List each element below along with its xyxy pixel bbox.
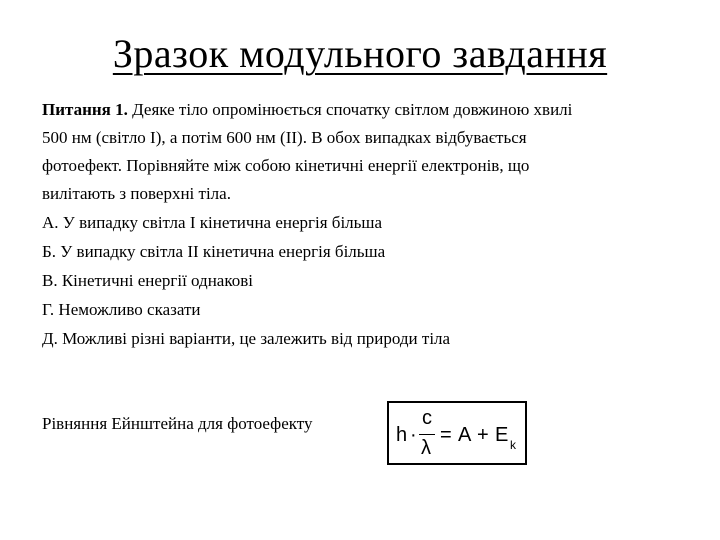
formula-fraction-bar <box>419 434 435 435</box>
question-line-2: 500 нм (світло І), а потім 600 нм (ІІ). В обох випадках відбувається <box>42 128 527 147</box>
question-block <box>42 96 682 208</box>
question-line-1 <box>42 96 682 124</box>
formula-a: A <box>458 424 472 446</box>
formula-numerator: c <box>422 407 432 429</box>
formula-denominator: λ <box>421 437 431 459</box>
formula-dot: · <box>410 424 417 446</box>
equation-label: Рівняння Ейнштейна для фотоефекту <box>42 414 313 433</box>
einstein-formula <box>387 401 527 465</box>
formula-subscript: k <box>510 438 516 452</box>
question-label: Питання 1. <box>42 100 128 119</box>
formula-plus: + <box>477 424 489 446</box>
formula-e: E <box>495 424 509 446</box>
answer-option-e: Д. Можливі різні варіанти, це залежить від природи тіла <box>42 329 451 348</box>
answer-option-c: В. Кінетичні енергії однакові <box>42 271 253 290</box>
formula-h: h <box>396 424 408 446</box>
formula-equals: = <box>440 424 452 446</box>
answer-option-b: Б. У випадку світла ІІ кінетична енергія більша <box>42 242 386 261</box>
answer-option-a: А. У випадку світла І кінетична енергія більша <box>42 213 383 232</box>
question-line-3: фотоефект. Порівняйте між собою кінетичні енергії електронів, що <box>42 156 530 175</box>
answer-options <box>42 208 682 353</box>
page-title: Зразок модульного завдання <box>112 31 608 76</box>
question-line-4: вилітають з поверхні тіла. <box>42 184 231 203</box>
answer-option-d: Г. Неможливо сказати <box>42 300 201 319</box>
question-text-1: Деяке тіло опромінюється спочатку світлом довжиною хвилі <box>127 100 573 119</box>
